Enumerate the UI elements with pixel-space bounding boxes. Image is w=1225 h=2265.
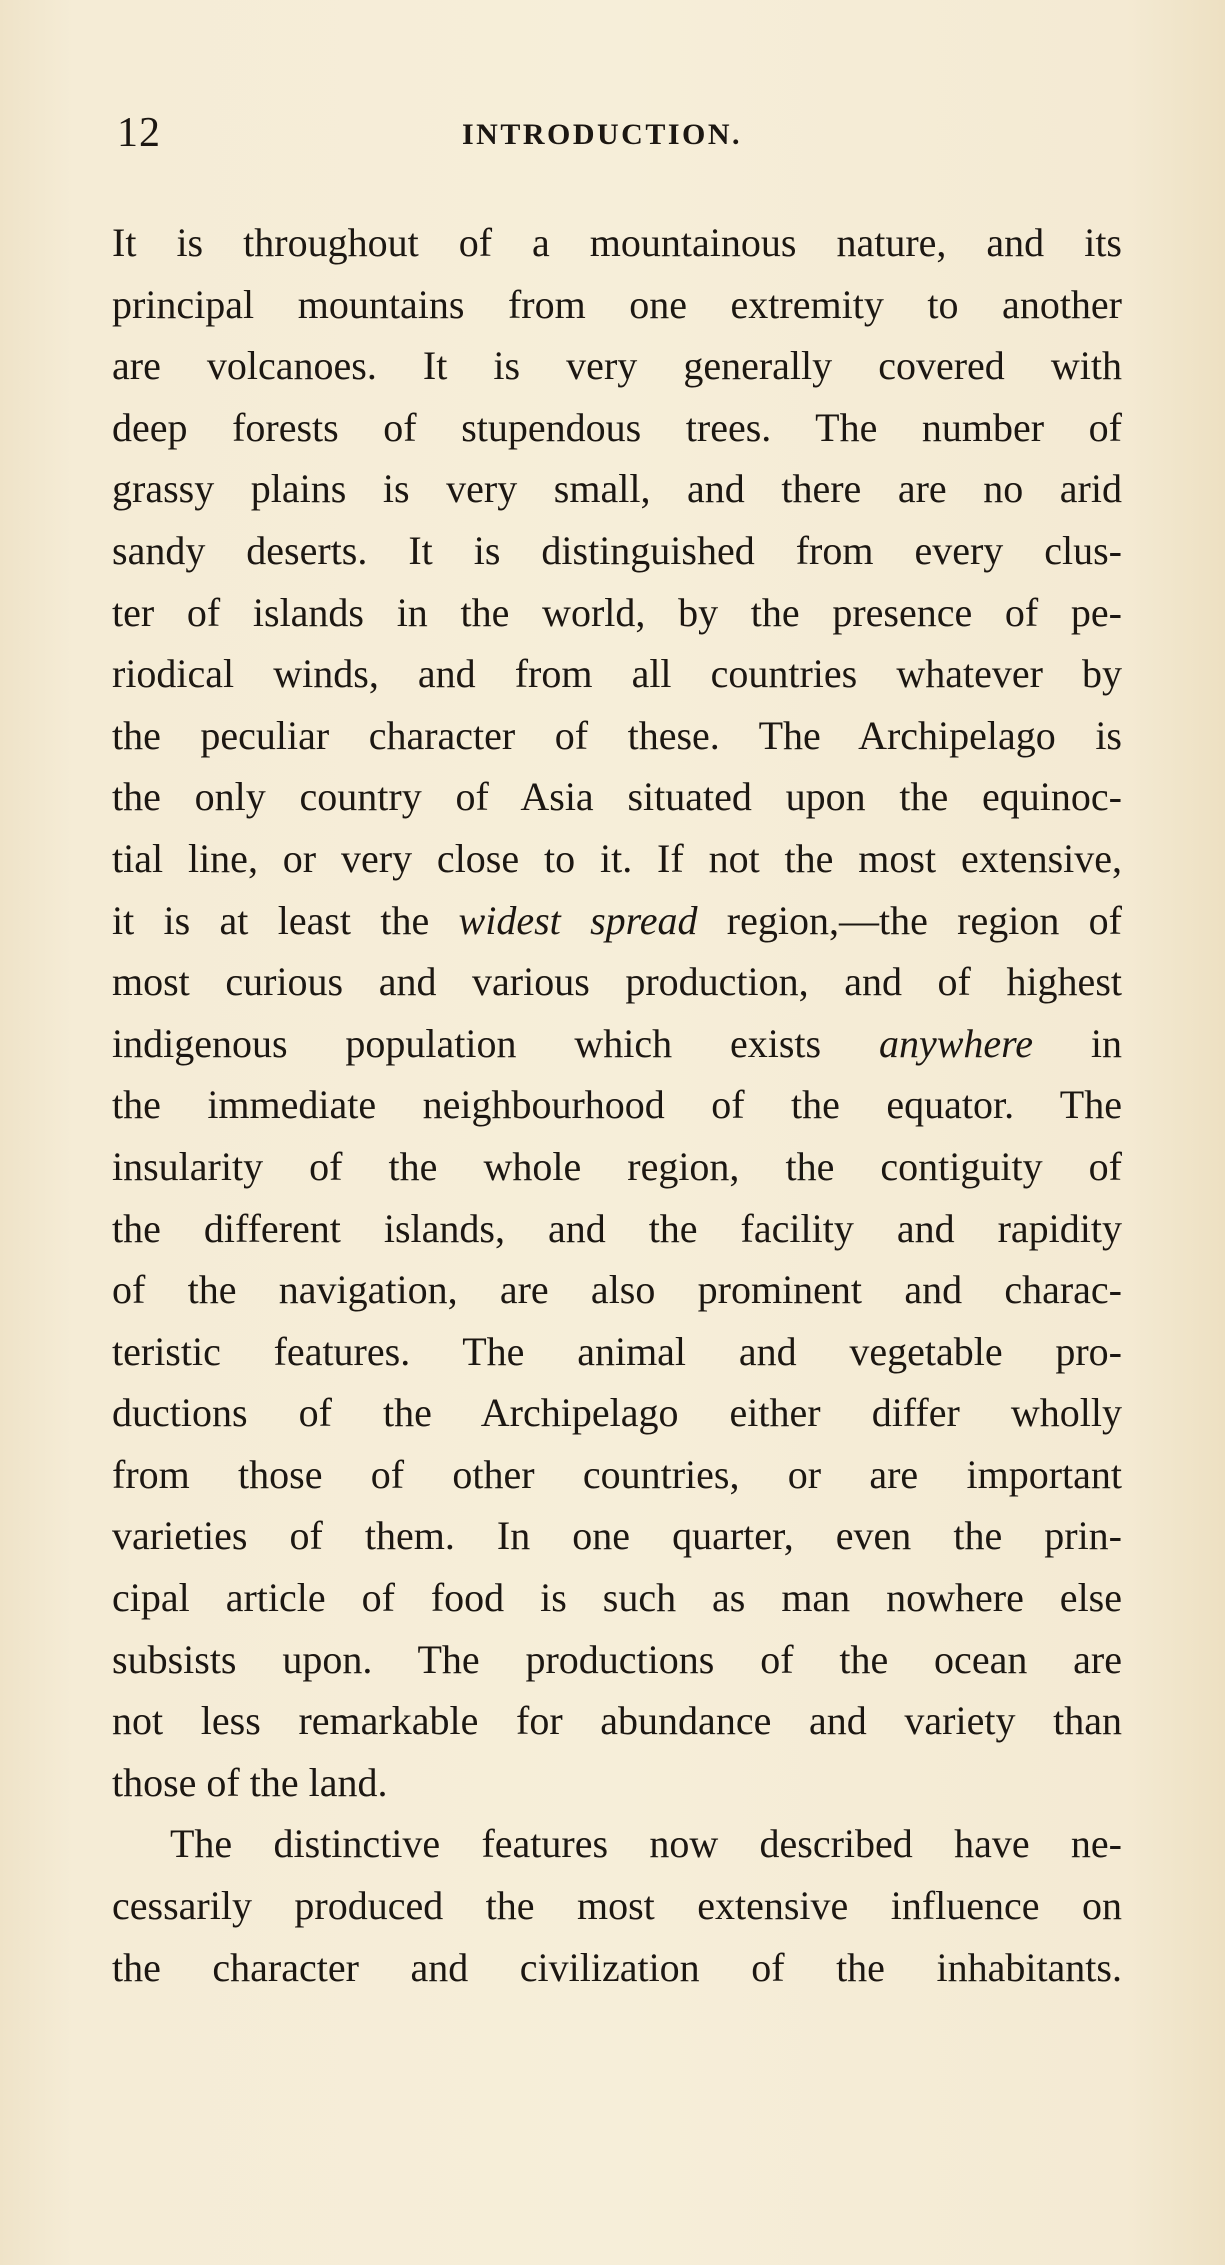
text-line: riodical winds, and from all countries whatever by [112,651,1122,697]
italic-phrase: widest spread [458,897,698,943]
text-line [112,1013,1122,1075]
text-line: of the navigation, are also prominent and charac- [112,1267,1122,1313]
text-line: tial line, or very close to it. If not the most extensive, [112,835,1122,881]
text-line: those of the land. [112,1759,388,1805]
text-line: deep forests of stupendous trees. The number of [112,404,1122,450]
text-line: grassy plains is very small, and there are no arid [112,466,1122,512]
text-line: the immediate neighbourhood of the equator. The [112,1082,1122,1128]
running-title: INTRODUCTION. [462,118,743,151]
text-segment: indigenous population which exists [112,1020,879,1066]
text-line: principal mountains from one extremity to another [112,281,1122,327]
text-line: cipal article of food is such as man nowhere else [112,1575,1122,1621]
body-text [112,212,1122,1998]
page-number: 12 [117,110,161,156]
text-line: the only country of Asia situated upon the equinoc- [112,774,1122,820]
text-line: teristic features. The animal and vegetable pro- [112,1328,1122,1374]
text-line: the peculiar character of these. The Archipelago is [112,712,1122,758]
text-line: The distinctive features now described have ne- [170,1821,1122,1867]
text-line: varieties of them. In one quarter, even the prin- [112,1513,1122,1559]
text-line: insularity of the whole region, the contiguity of [112,1143,1122,1189]
text-line: the different islands, and the facility and rapidity [112,1205,1122,1251]
text-line: the character and civilization of the inhabitants. [112,1944,1122,1990]
text-segment: it is at least the [112,897,459,943]
text-line: from those of other countries, or are important [112,1451,1122,1497]
italic-phrase: anywhere [878,1020,1034,1066]
text-line [112,890,1122,952]
text-line: ductions of the Archipelago either differ wholly [112,1390,1122,1436]
text-segment: region,—the region of [697,897,1122,943]
text-line: most curious and various production, and of highest [112,959,1122,1005]
text-line: sandy deserts. It is distinguished from every clus- [112,527,1122,573]
text-line: It is throughout of a mountainous nature, and its [112,220,1122,265]
text-line: cessarily produced the most extensive influence on [112,1883,1122,1929]
text-line: are volcanoes. It is very generally covered with [112,343,1122,389]
running-head [112,108,1122,158]
text-line: ter of islands in the world, by the presence of pe- [112,589,1122,635]
text-line: not less remarkable for abundance and variety than [112,1698,1122,1744]
text-line: subsists upon. The productions of the ocean are [112,1636,1122,1682]
text-segment: in [1033,1020,1122,1066]
